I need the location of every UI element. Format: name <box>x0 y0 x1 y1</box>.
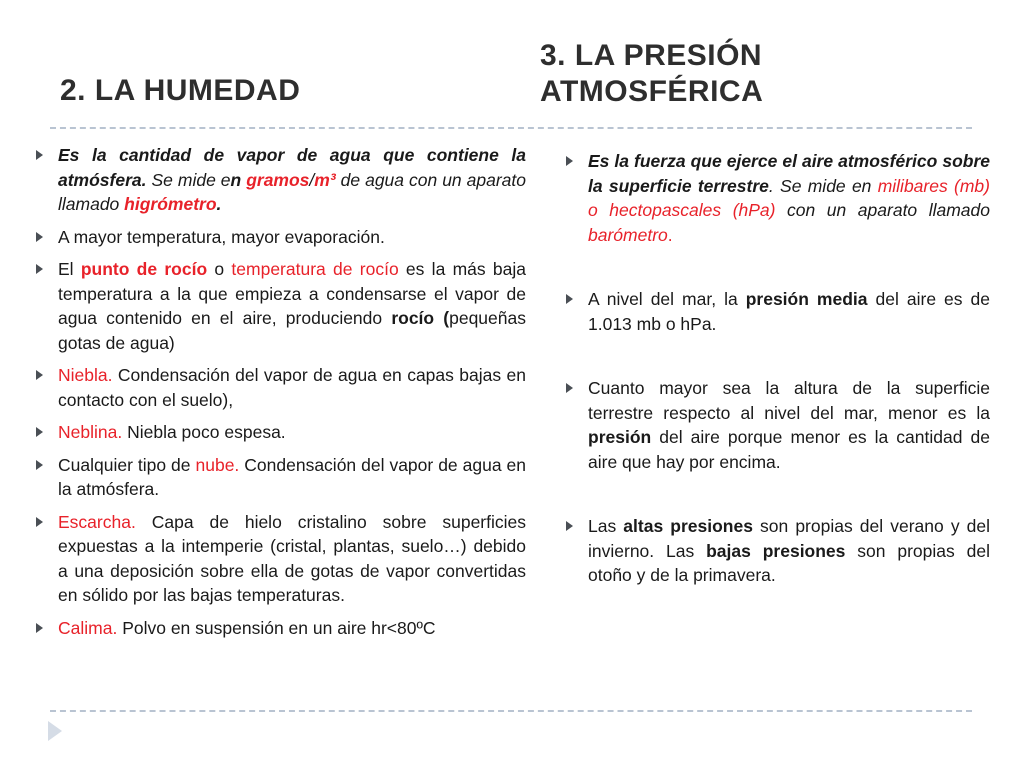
column-humedad <box>36 143 526 648</box>
text-segment: es la más baja temperatura a la que empieza a condensarse el vapor de agua contenido en el aire, produciendo <box>58 259 526 328</box>
list-item <box>566 287 990 336</box>
text-segment <box>314 170 335 190</box>
list-item <box>36 420 526 445</box>
triangle-bullet-icon <box>36 623 43 633</box>
text-segment: Escarcha. <box>58 511 136 532</box>
text-segment: n <box>230 169 247 190</box>
text-segment <box>124 194 216 214</box>
divider-top <box>50 127 972 129</box>
text-segment: Polvo en suspensión en un aire hr<80ºC <box>117 617 436 638</box>
text-segment: El <box>58 259 81 279</box>
triangle-bullet-icon <box>36 370 43 380</box>
text-segment: del aire es de 1.013 mb o hPa. <box>588 289 990 334</box>
text-segment: A mayor temperatura, mayor evaporación. <box>58 226 385 247</box>
page-title-presion <box>540 38 960 110</box>
list-item <box>566 376 990 474</box>
text-segment: Es la cantidad de vapor de agua que contiene la atmósfera. <box>58 145 526 190</box>
text-segment: con un aparato llamado <box>775 200 990 220</box>
text-segment: son propias del verano y del invierno. Las <box>588 516 990 561</box>
list-item <box>566 514 990 588</box>
text-segment: Cualquier tipo de <box>58 454 196 475</box>
text-segment: Cuanto mayor sea la altura de la superficie terrestre respecto al nivel del mar, menor es la <box>588 378 990 423</box>
text-segment: o <box>207 259 232 279</box>
text-segment: de agua con un aparato llamado <box>58 169 526 214</box>
text-segment: presión media <box>745 289 868 309</box>
triangle-bullet-icon <box>566 156 573 166</box>
text-segment: Condensación del vapor de agua en capas bajas en contacto con el suelo), <box>58 365 526 410</box>
triangle-bullet-icon <box>36 232 43 242</box>
text-segment: altas presiones <box>623 516 753 536</box>
triangle-bullet-icon <box>36 460 43 470</box>
text-segment: nube. <box>195 454 240 475</box>
text-segment: A nivel del mar, la <box>588 289 746 309</box>
page-title-humedad: 2. LA HUMEDAD <box>60 74 301 107</box>
text-segment: Capa de hielo cristalino sobre superficies expuestas a la intemperie (cristal, plantas, suelo…) debido a una deposición sobre ella de gotas de vapor convertidas en sólido por las bajas temperaturas. <box>58 511 526 605</box>
list-item <box>36 453 526 502</box>
text-segment: . Se mide en <box>768 175 878 196</box>
text-segment: barómetro <box>588 224 668 245</box>
text-segment: son propias del otoño y de la primavera. <box>588 540 990 585</box>
triangle-bullet-icon <box>566 294 573 304</box>
text-segment: gramos <box>246 169 310 190</box>
text-segment: . <box>667 224 673 245</box>
text-segment: rocío ( <box>391 308 450 328</box>
text-segment: m³ <box>314 169 336 190</box>
column-presion <box>566 149 990 628</box>
text-segment: punto de rocío <box>80 259 208 279</box>
text-segment <box>217 194 222 214</box>
triangle-bullet-icon <box>36 264 43 274</box>
text-segment: pequeñas gotas de agua) <box>58 308 526 353</box>
triangle-bullet-icon <box>36 427 43 437</box>
list-item <box>566 149 990 247</box>
text-segment: Se mide e <box>146 169 231 190</box>
text-segment <box>231 170 247 190</box>
text-segment: Neblina. <box>58 422 123 442</box>
text-segment: higrómetro <box>124 194 217 214</box>
text-segment: Niebla. <box>58 365 113 385</box>
list-item <box>36 510 526 608</box>
triangle-corner-icon <box>48 721 62 741</box>
text-segment: presión <box>588 427 652 447</box>
text-segment: temperatura de rocío <box>231 259 399 279</box>
text-segment <box>246 170 309 190</box>
list-item <box>36 363 526 412</box>
text-segment: del aire porque menor es la cantidad de aire que hay por encima. <box>588 427 990 472</box>
text-segment: Las <box>588 516 624 536</box>
triangle-bullet-icon <box>566 521 573 531</box>
triangle-bullet-icon <box>566 383 573 393</box>
text-segment: Niebla poco espesa. <box>122 422 286 442</box>
divider-bottom <box>50 710 972 712</box>
title-line: ATMOSFÉRICA <box>540 75 764 108</box>
title-line: 3. LA PRESIÓN <box>540 39 763 72</box>
text-segment: / <box>309 169 315 190</box>
list-item <box>36 225 526 250</box>
text-segment: . <box>216 194 222 214</box>
text-segment: Condensación del vapor de agua en la atmósfera. <box>58 454 526 499</box>
text-segment: milibares (mb) o hectopascales (hPa) <box>588 175 990 220</box>
list-item <box>36 143 526 217</box>
list-item <box>36 616 526 641</box>
text-segment: bajas presiones <box>706 540 846 561</box>
triangle-bullet-icon <box>36 517 43 527</box>
triangle-bullet-icon <box>36 150 43 160</box>
list-item <box>36 257 526 355</box>
text-segment: Calima. <box>58 617 118 638</box>
text-segment: Es la fuerza que ejerce el aire atmosférico sobre la superficie terrestre <box>588 151 990 196</box>
